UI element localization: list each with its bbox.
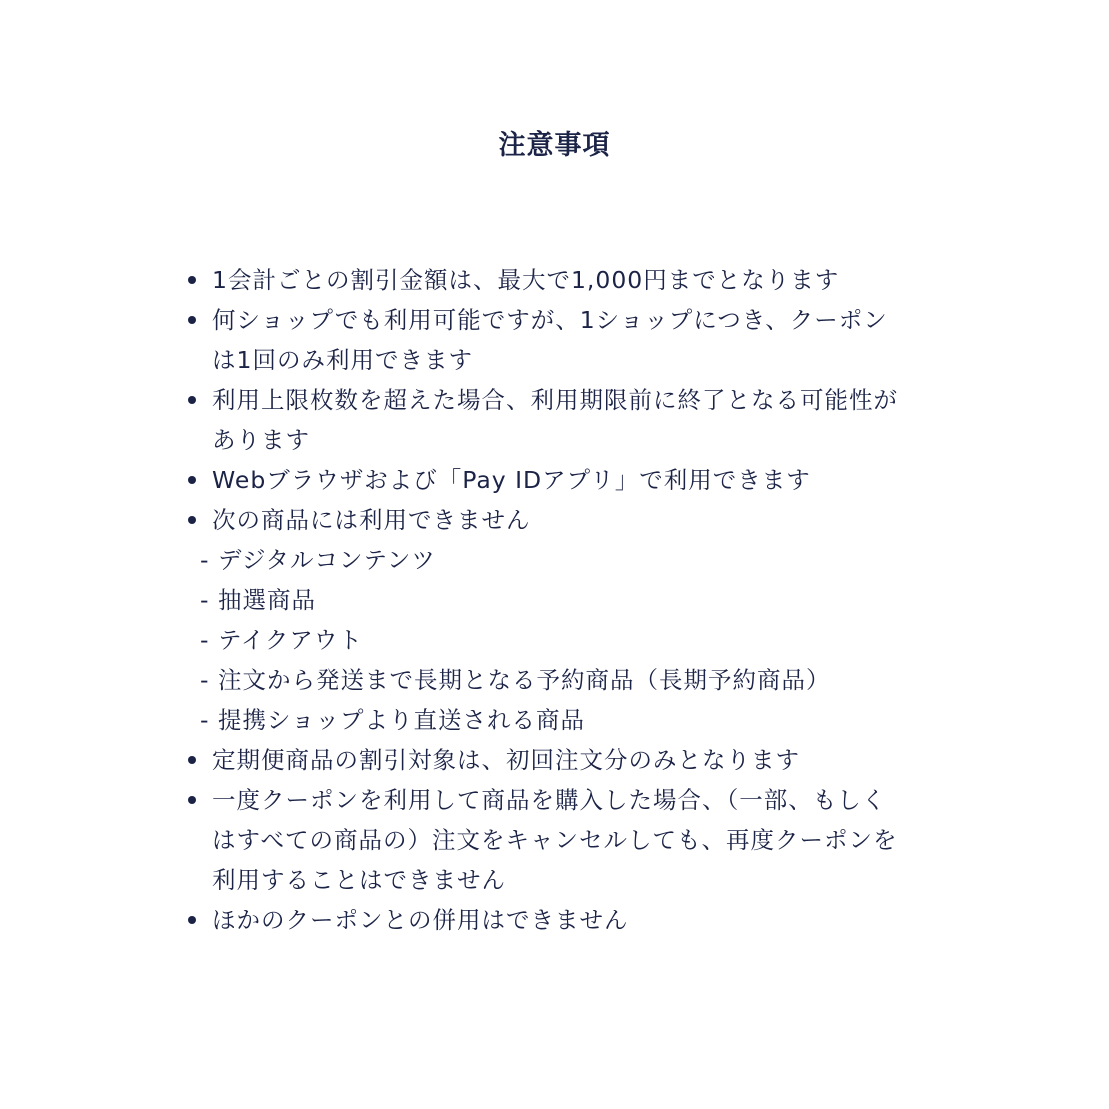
list-item — [186, 780, 946, 900]
sub-list-item — [186, 620, 946, 660]
list-item-text: 利用することはできません — [212, 866, 506, 894]
sub-list-item — [186, 540, 946, 580]
list-item — [186, 260, 946, 300]
list-item-text: 1会計ごとの割引金額は、最大で1,000円までとなります — [212, 266, 840, 294]
list-item-text: 次の商品には利用できません — [212, 506, 531, 534]
page-title: 注意事項 — [498, 130, 611, 161]
sub-list-item — [186, 660, 946, 700]
list-item-text: あります — [212, 426, 310, 454]
sub-list-item — [186, 700, 946, 740]
list-item-text: はすべての商品の）注文をキャンセルしても、再度クーポンを — [212, 826, 898, 854]
list-item-text: Webブラウザおよび「Pay IDアプリ」で利用できます — [212, 466, 811, 494]
list-item-text: 定期便商品の割引対象は、初回注文分のみとなります — [212, 746, 800, 774]
list-item-text: は1回のみ利用できます — [212, 346, 473, 374]
list-item-text: 利用上限枚数を超えた場合、利用期限前に終了となる可能性が — [212, 386, 898, 414]
notice-list — [186, 260, 946, 940]
sub-list-item-text: - 抽選商品 — [200, 586, 316, 614]
list-item — [186, 500, 946, 540]
list-item-text: 一度クーポンを利用して商品を購入した場合、（一部、もしく — [212, 786, 887, 814]
list-item — [186, 900, 946, 940]
list-item-text: 何ショップでも利用可能ですが、1ショップにつき、クーポン — [212, 306, 888, 334]
list-item — [186, 300, 946, 380]
sub-list-item-text: - 注文から発送まで長期となる予約商品（長期予約商品） — [200, 666, 831, 694]
list-item-text: ほかのクーポンとの併用はできません — [212, 906, 629, 934]
list-item — [186, 460, 946, 500]
sub-list-item-text: - テイクアウト — [200, 626, 363, 654]
sub-list-item — [186, 580, 946, 620]
sub-list-item-text: - デジタルコンテンツ — [200, 546, 436, 574]
list-item — [186, 740, 946, 780]
sub-list-item-text: - 提携ショップより直送される商品 — [200, 706, 585, 734]
list-item — [186, 380, 946, 460]
